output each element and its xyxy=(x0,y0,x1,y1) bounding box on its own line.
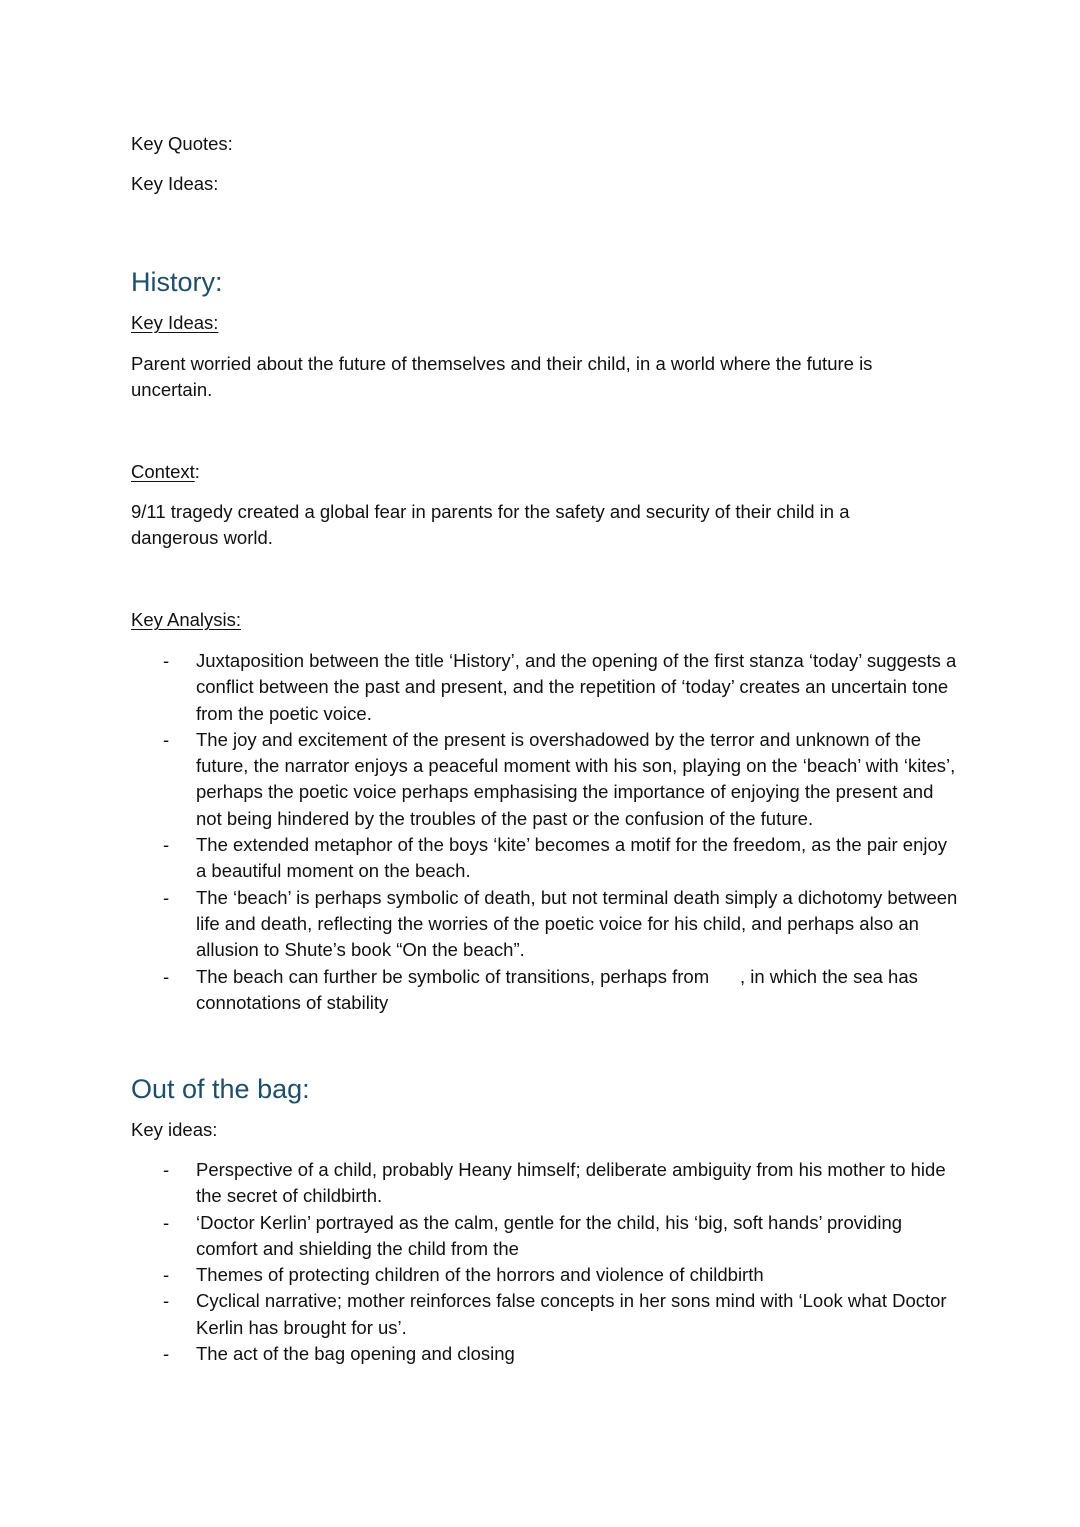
list-item xyxy=(131,832,961,885)
list-item xyxy=(131,964,961,1017)
list-item xyxy=(131,727,961,832)
list-dash: - xyxy=(163,728,170,750)
list-item xyxy=(131,648,961,727)
out-of-the-bag-heading: Out of the bag: xyxy=(131,1074,310,1104)
key-quotes-label: Key Quotes: xyxy=(131,133,233,154)
key-ideas-label: Key Ideas: xyxy=(131,173,219,194)
history-key-ideas-text: Parent worried about the future of themselves and their child, in a world where the future is uncertain. xyxy=(131,353,873,400)
history-heading: History: xyxy=(131,267,223,297)
list-item-text: The act of the bag opening and closing xyxy=(196,1343,515,1365)
list-dash: - xyxy=(163,1211,170,1233)
list-item-text: Perspective of a child, probably Heany himself; deliberate ambiguity from his mother to hide the secret of childbirth. xyxy=(196,1159,946,1207)
context-label-text: Context xyxy=(131,461,195,482)
history-key-analysis-label: Key Analysis: xyxy=(131,609,242,630)
list-dash: - xyxy=(163,1343,170,1365)
list-item xyxy=(131,1210,961,1263)
history-analysis-list xyxy=(131,648,961,1016)
list-dash: - xyxy=(163,650,170,671)
out-of-the-bag-ideas-list xyxy=(131,1157,961,1367)
list-item-text: The ‘beach’ is perhaps symbolic of death, but not terminal death simply a dichotomy between life and death, reflecting the worries of the poetic voice for his child, and perhaps also an allusion to Shute’s book “On the beach”. xyxy=(196,886,958,961)
list-item xyxy=(131,1262,961,1288)
out-of-the-bag-key-ideas-label: Key ideas: xyxy=(131,1119,218,1140)
list-item xyxy=(131,1288,961,1341)
list-item xyxy=(131,1341,961,1367)
list-item-text: ‘Doctor Kerlin’ portrayed as the calm, gentle for the child, his ‘big, soft hands’ providing comfort and shielding the child from the xyxy=(196,1211,903,1259)
list-dash: - xyxy=(163,886,170,908)
list-item-text: Cyclical narrative; mother reinforces false concepts in her sons mind with ‘Look what Doctor Kerlin has brought for us’. xyxy=(196,1290,947,1338)
context-label-colon: : xyxy=(194,461,200,482)
list-dash: - xyxy=(163,1264,170,1286)
list-item-text: The beach can further be symbolic of transitions, perhaps from , in which the sea has connotations of stability xyxy=(196,965,924,1013)
list-item-text: Themes of protecting children of the horrors and violence of childbirth xyxy=(196,1264,764,1286)
list-item-text: The joy and excitement of the present is overshadowed by the terror and unknown of the future, the narrator enjoys a peaceful moment with his son, playing on the ‘beach’ with ‘kites’, perhaps the poetic voice perhaps emphasising the importance of enjoying the present and not being hindered by the troubles of the past or the confusion of the future. xyxy=(196,728,956,829)
history-context-label xyxy=(131,459,200,485)
list-dash: - xyxy=(163,834,170,856)
history-context-text: 9/11 tragedy created a global fear in parents for the safety and security of their child in a dangerous world. xyxy=(131,501,850,548)
list-item-text: The extended metaphor of the boys ‘kite’ becomes a motif for the freedom, as the pair enjoy a beautiful moment on the beach. xyxy=(196,834,948,882)
list-item xyxy=(131,1157,961,1210)
list-dash: - xyxy=(163,1290,170,1312)
history-key-ideas-label: Key Ideas: xyxy=(131,312,219,333)
list-dash: - xyxy=(163,1159,170,1180)
list-dash: - xyxy=(163,965,170,987)
list-item xyxy=(131,885,961,964)
list-item-text: Juxtaposition between the title ‘History’, and the opening of the first stanza ‘today’ suggests a conflict between the past and present, and the repetition of ‘today’ creates an uncertain tone from the poetic voice. xyxy=(196,650,957,724)
